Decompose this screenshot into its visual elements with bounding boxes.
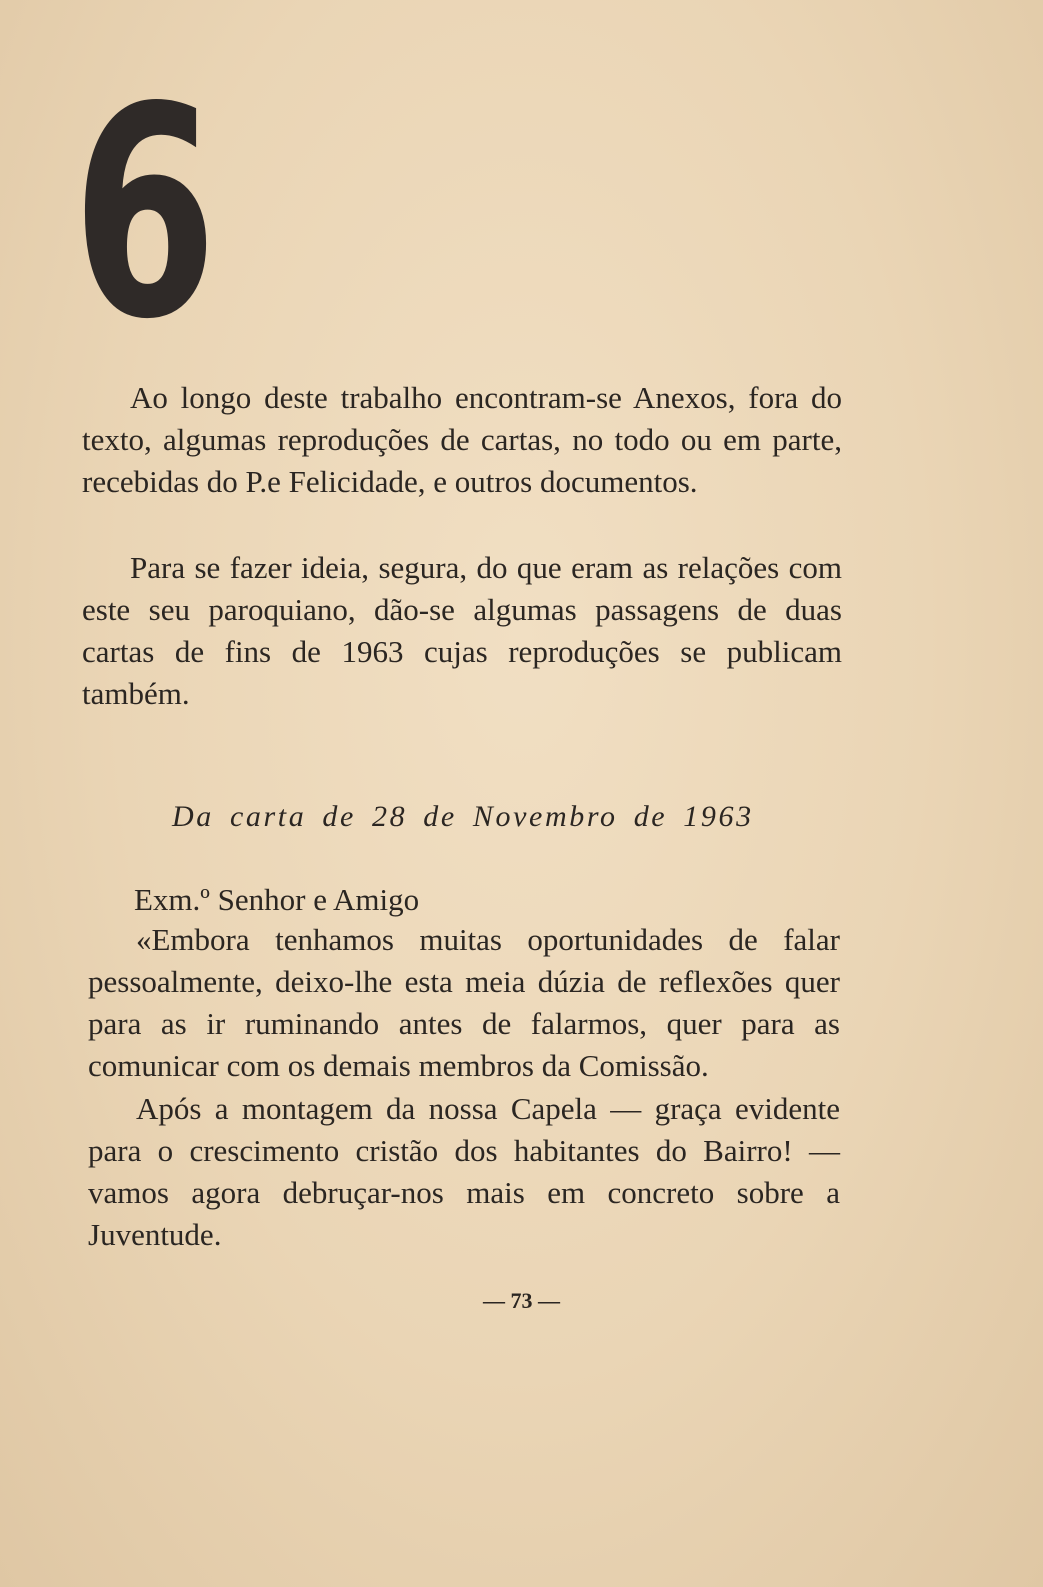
letter-paragraph-1: «Embora tenhamos muitas oportunidades de falar pessoalmente, deixo-lhe esta meia dúzia de reflexões quer para as ir ruminando antes de falarmos, quer para as comunicar com os demais membros da Comissão. (88, 922, 840, 1083)
chapter-number: 6 (72, 46, 215, 383)
intro-paragraph-1: Ao longo deste trabalho encontram-se Anexos, fora do texto, algumas reproduções de cartas, no todo ou em parte, recebidas do P.e Felicidade, e outros documentos. (82, 380, 842, 499)
intro-paragraph-2-block (82, 547, 842, 715)
letter-heading: Da carta de 28 de Novembro de 1963 (172, 800, 754, 833)
letter-salutation: Exm.º Senhor e Amigo (134, 882, 420, 917)
letter-paragraph-1-block (88, 919, 840, 1087)
intro-paragraph-1-block (82, 377, 842, 503)
letter-paragraph-2: Após a montagem da nossa Capela — graça evidente para o crescimento cristão dos habitantes do Bairro! — vamos agora debruçar-nos mais em concreto sobre a Juventude. (88, 1091, 840, 1252)
intro-paragraph-2: Para se fazer ideia, segura, do que eram as relações com este seu paroquiano, dão-se algumas passagens de duas cartas de fins de 1963 cujas reproduções se publicam também. (82, 550, 842, 711)
page-number: — 73 — (483, 1288, 560, 1313)
letter-paragraph-2-block (88, 1088, 840, 1256)
